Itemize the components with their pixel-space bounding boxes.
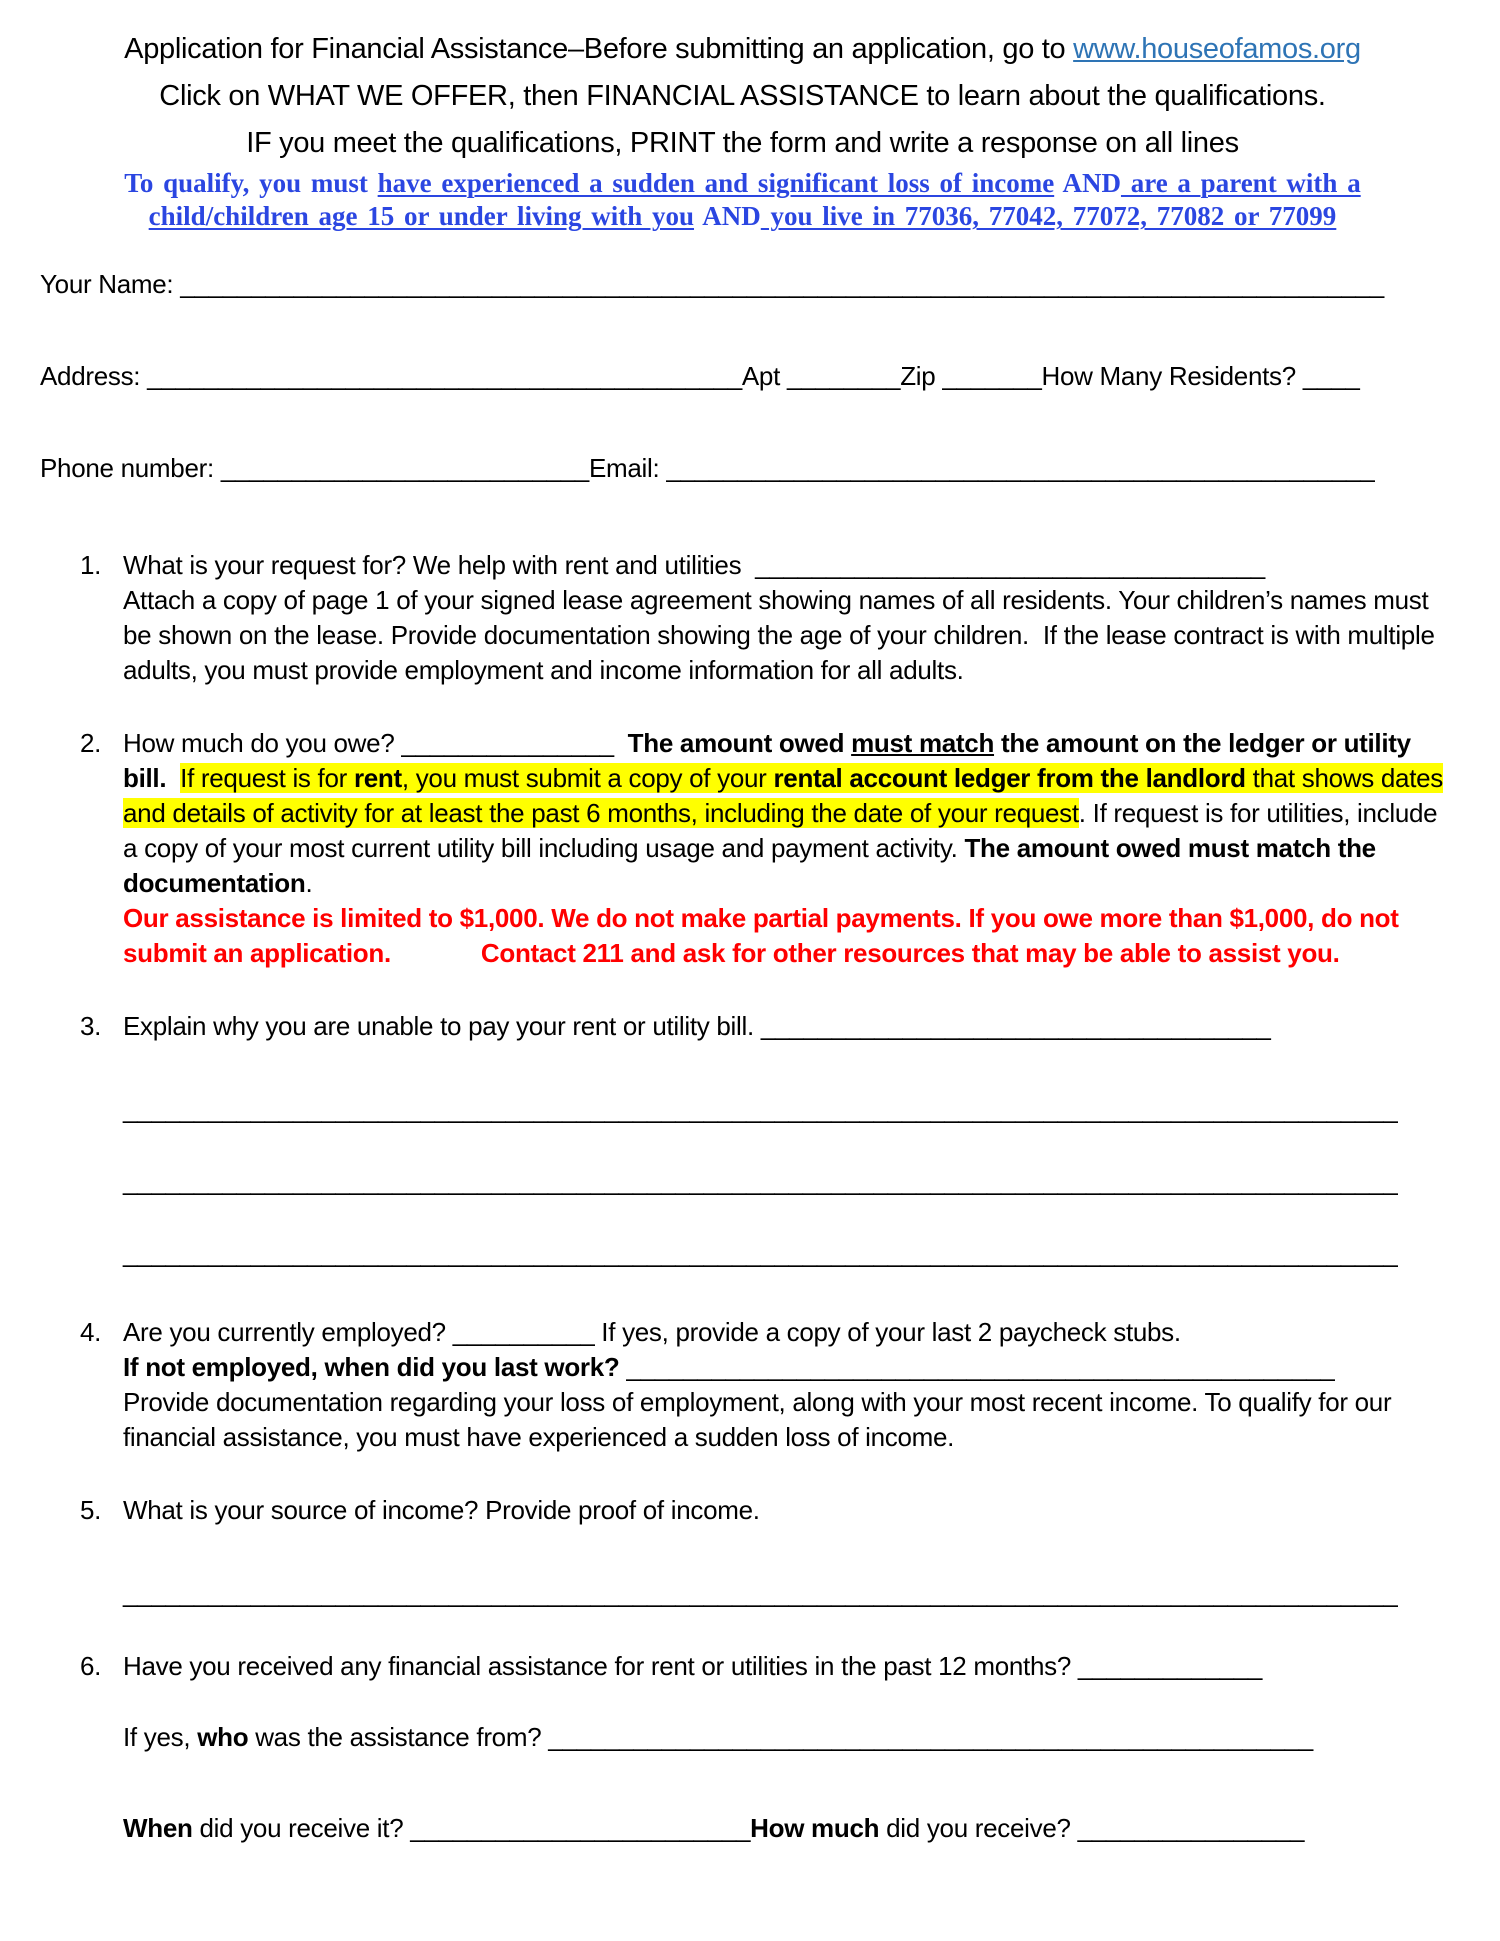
text-run bbox=[614, 728, 628, 758]
text-run: who bbox=[197, 1722, 249, 1752]
when-received-blank[interactable]: ________________________ bbox=[410, 1813, 751, 1843]
your-name-blank[interactable]: _____________________________________________________________________________________ bbox=[180, 269, 1384, 299]
text-run: you live in 77036, 77042, 77072, 77082 or 77099 bbox=[760, 201, 1337, 231]
question-3-writein-line bbox=[123, 1092, 1445, 1127]
text-run: that shows dates and details of activity for at least the past 6 months, including the date of your request bbox=[123, 763, 1443, 828]
question-body bbox=[123, 1009, 1445, 1271]
phone-email-field bbox=[40, 451, 1445, 486]
form-header bbox=[40, 26, 1445, 233]
question-2-warning bbox=[123, 901, 1445, 971]
text-run: Explain why you are unable to pay your rent or utility bill. bbox=[123, 1011, 761, 1041]
last-work-blank[interactable]: __________________________________________________ bbox=[626, 1352, 1335, 1382]
text-run: What is your request for? We help with rent and utilities bbox=[123, 550, 756, 580]
question-number: 4. bbox=[80, 1317, 102, 1347]
question-1-instructions bbox=[123, 583, 1445, 688]
question-3-writein-line bbox=[123, 1236, 1445, 1271]
question-4-last-work bbox=[123, 1350, 1445, 1385]
text-run: Apt bbox=[741, 361, 787, 391]
text-run: To qualify, you must bbox=[124, 168, 378, 198]
income-source-blank[interactable]: __________________________________________________________________________________________ bbox=[123, 1578, 1398, 1608]
question-body bbox=[123, 548, 1445, 688]
qualification-line-2 bbox=[40, 200, 1445, 233]
apt-blank[interactable]: ________ bbox=[786, 361, 901, 391]
text-run: Provide documentation regarding your loss of employment, along with your most recent income. To qualify for our financial assistance, you must have experienced a sudden loss of income. bbox=[123, 1387, 1392, 1452]
text-run: When bbox=[123, 1813, 193, 1843]
text-run: was the assistance from? bbox=[248, 1722, 549, 1752]
text-run: are a parent with a bbox=[1120, 168, 1361, 198]
address-blank[interactable]: __________________________________________ bbox=[147, 361, 742, 391]
question-body bbox=[123, 1649, 1445, 1846]
questions-list bbox=[40, 548, 1445, 1846]
question-2-amount-owed bbox=[80, 726, 1445, 971]
phone-blank[interactable]: __________________________ bbox=[220, 453, 589, 483]
text-run bbox=[166, 763, 180, 793]
text-run: child/children age 15 or under living with you bbox=[148, 201, 695, 231]
text-run: AND bbox=[694, 201, 761, 231]
text-run: The amount owed must match the documentation bbox=[123, 833, 1376, 898]
text-run: rental account ledger from the landlord bbox=[773, 763, 1246, 793]
text-run: How much bbox=[750, 1813, 880, 1843]
question-number: 3. bbox=[80, 1011, 102, 1041]
text-run: Contact 211 and ask for other resources that may be able to assist you. bbox=[480, 938, 1340, 968]
text-run: Attach a copy of page 1 of your signed lease agreement showing names of all residents. Your children’s names must be shown on the lease. Provide documentation showing the age of your children. If the lease contract is with multiple adults, you must provide employment and income information for all adults. bbox=[123, 585, 1435, 685]
question-6-who-line bbox=[123, 1720, 1445, 1755]
text-run: Our assistance is limited to $1,000. We do not make partial payments. If you owe more than $1,000, do not submit an application. bbox=[123, 903, 1399, 968]
text-run: If yes, provide a copy of your last 2 paycheck stubs. bbox=[594, 1317, 1181, 1347]
question-number: 1. bbox=[80, 550, 102, 580]
address-field bbox=[40, 359, 1445, 394]
question-4-employment bbox=[80, 1315, 1445, 1455]
text-run bbox=[391, 938, 481, 968]
text-run: did you receive it? bbox=[192, 1813, 411, 1843]
question-6-line bbox=[123, 1649, 1445, 1684]
text-run: Email: bbox=[588, 453, 667, 483]
question-number: 6. bbox=[80, 1651, 102, 1681]
email-blank[interactable]: __________________________________________________ bbox=[666, 453, 1375, 483]
text-run: Click on WHAT WE OFFER, then FINANCIAL ASSISTANCE to learn about the qualifications. bbox=[159, 80, 1326, 112]
text-run: must match bbox=[851, 728, 995, 758]
text-run: How Many Residents? bbox=[1041, 361, 1303, 391]
question-body bbox=[123, 1315, 1445, 1455]
residents-blank[interactable]: ____ bbox=[1302, 361, 1360, 391]
question-6-when-line bbox=[123, 1811, 1445, 1846]
zip-blank[interactable]: _______ bbox=[942, 361, 1042, 391]
past-assistance-blank[interactable]: _____________ bbox=[1077, 1651, 1262, 1681]
question-5-line bbox=[123, 1493, 1445, 1528]
text-run: have experienced a sudden and significant loss of income bbox=[377, 168, 1055, 198]
text-run: . bbox=[305, 868, 313, 898]
header-line-3 bbox=[40, 120, 1445, 167]
text-run: rent bbox=[353, 763, 402, 793]
text-run: If yes, bbox=[123, 1722, 198, 1752]
assistance-from-blank[interactable]: ______________________________________________________ bbox=[548, 1722, 1313, 1752]
question-3-explain bbox=[80, 1009, 1445, 1271]
text-run: Zip bbox=[900, 361, 943, 391]
question-4-instructions bbox=[123, 1385, 1445, 1455]
question-number: 2. bbox=[80, 728, 102, 758]
question-number: 5. bbox=[80, 1495, 102, 1525]
header-line-2 bbox=[40, 73, 1445, 120]
question-5-writein-line bbox=[123, 1576, 1445, 1611]
text-run: Application for Financial Assistance–Before submitting an application, go to bbox=[124, 33, 1074, 65]
question-body bbox=[123, 726, 1445, 971]
employed-blank[interactable]: __________ bbox=[452, 1317, 595, 1347]
question-3-line bbox=[123, 1009, 1445, 1044]
question-3-writein-line bbox=[123, 1164, 1445, 1199]
question-body bbox=[123, 1493, 1445, 1611]
qualification-line-1 bbox=[40, 167, 1445, 200]
header-line-1 bbox=[40, 26, 1445, 73]
your-name-field bbox=[40, 267, 1445, 302]
text-run: The amount owed bbox=[627, 728, 852, 758]
text-run: did you receive? bbox=[879, 1813, 1078, 1843]
text-run: IF you meet the qualifications, PRINT the form and write a response on all lines bbox=[246, 127, 1239, 159]
question-5-income-source bbox=[80, 1493, 1445, 1611]
reason-blank-2[interactable]: __________________________________________________________________________________________ bbox=[123, 1094, 1398, 1124]
question-2-line bbox=[123, 726, 1445, 901]
text-run: What is your source of income? Provide proof of income. bbox=[123, 1495, 760, 1525]
text-run: How much do you owe? bbox=[123, 728, 402, 758]
text-run: the amount on the ledger or utility bill. bbox=[123, 728, 1411, 793]
text-run: Have you received any financial assistance for rent or utilities in the past 12 months? bbox=[123, 1651, 1078, 1681]
request-blank[interactable]: ____________________________________ bbox=[755, 550, 1265, 580]
text-run: . If request is for utilities, include a copy of your most current utility bill including usage and payment activity. bbox=[123, 798, 1438, 863]
text-run: Address: bbox=[40, 361, 148, 391]
amount-owed-blank[interactable]: _______________ bbox=[401, 728, 614, 758]
text-run: If request is for bbox=[180, 763, 354, 793]
question-4-line bbox=[123, 1315, 1445, 1350]
reason-blank-4[interactable]: __________________________________________________________________________________________ bbox=[123, 1238, 1398, 1268]
text-run: If not employed, when did you last work? bbox=[123, 1352, 627, 1382]
reason-blank-3[interactable]: __________________________________________________________________________________________ bbox=[123, 1166, 1398, 1196]
contact-fields-section bbox=[40, 267, 1445, 486]
reason-blank-1[interactable]: ____________________________________ bbox=[760, 1011, 1271, 1041]
how-much-blank[interactable]: ________________ bbox=[1077, 1813, 1305, 1843]
text-run: , you must submit a copy of your bbox=[401, 763, 774, 793]
question-1-line bbox=[123, 548, 1445, 583]
question-6-prior-assistance bbox=[80, 1649, 1445, 1846]
website-link[interactable]: www.houseofamos.org bbox=[1073, 33, 1361, 65]
text-run: Phone number: bbox=[40, 453, 221, 483]
text-run: Your Name: bbox=[40, 269, 181, 299]
question-1-request bbox=[80, 548, 1445, 688]
text-run: Are you currently employed? bbox=[123, 1317, 453, 1347]
text-run: AND bbox=[1054, 168, 1121, 198]
